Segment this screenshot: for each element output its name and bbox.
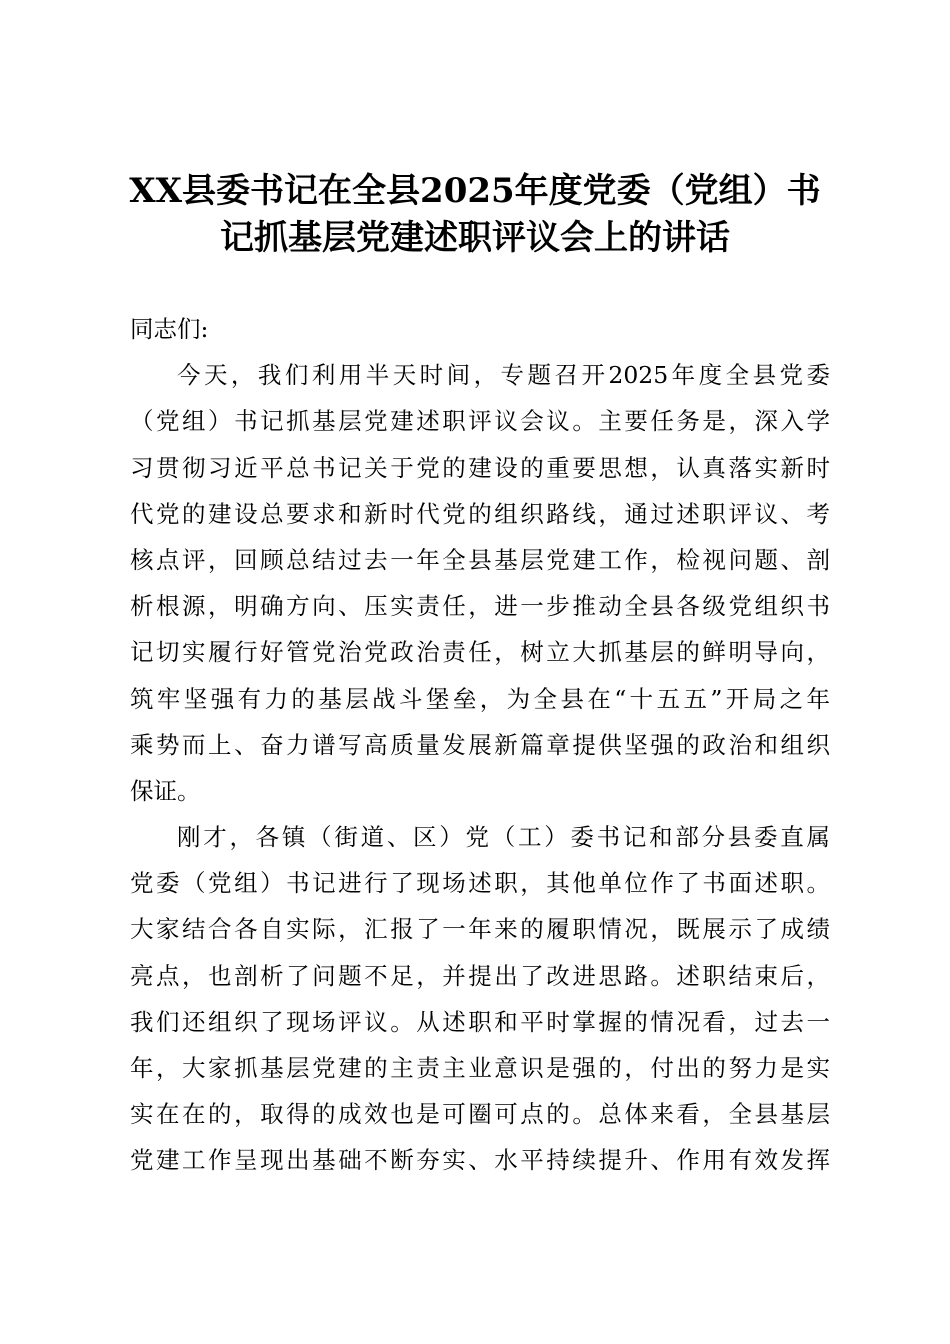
paragraph-line: 乘势而上、奋力谱写高质量发展新篇章提供坚强的政治和组织	[130, 730, 830, 759]
paragraph-line: 我们还组织了现场评议。从述职和平时掌握的情况看，过去一	[130, 1007, 830, 1036]
title-line-1: XX县委书记在全县2025年度党委（党组）书	[129, 171, 821, 211]
paragraph-line: 刚才，各镇（街道、区）党（工）委书记和部分县委直属	[177, 823, 830, 852]
paragraph	[130, 352, 830, 814]
paragraph-line: 核点评，回顾总结过去一年全县基层党建工作，检视问题、剖	[130, 545, 830, 574]
paragraph-line: 记切实履行好管党治党政治责任，树立大抓基层的鲜明导向，	[130, 638, 830, 667]
paragraph-line: 实在在的，取得的成效也是可圈可点的。总体来看，全县基层	[130, 1100, 830, 1129]
paragraph-line: 保证。	[130, 776, 201, 805]
paragraph-line: 筑牢坚强有力的基层战斗堡垒，为全县在“十五五”开局之年	[130, 684, 830, 713]
paragraph-line: 习贯彻习近平总书记关于党的建设的重要思想，认真落实新时	[130, 453, 830, 482]
paragraph-line: （党组）书记抓基层党建述职评议会议。主要任务是，深入学	[130, 407, 830, 436]
paragraph-line: 析根源，明确方向、压实责任，进一步推动全县各级党组织书	[130, 592, 830, 621]
document-body	[130, 306, 830, 1184]
paragraph-line: 党委（党组）书记进行了现场述职，其他单位作了书面述职。	[130, 869, 830, 898]
paragraph-line: 代党的建设总要求和新时代党的组织路线，通过述职评议、考	[130, 499, 830, 528]
paragraph-line: 亮点，也剖析了问题不足，并提出了改进思路。述职结束后，	[130, 961, 830, 990]
paragraph-line: 今天，我们利用半天时间，专题召开2025年度全县党委	[177, 361, 830, 390]
paragraph-line: 年，大家抓基层党建的主责主业意识是强的，付出的努力是实	[130, 1054, 830, 1082]
greeting: 同志们:	[130, 315, 209, 343]
paragraph	[130, 814, 830, 1184]
document-title	[0, 168, 950, 262]
title-line-2: 记抓基层党建述职评议会上的讲话	[220, 218, 730, 258]
paragraph-line: 大家结合各自实际，汇报了一年来的履职情况，既展示了成绩	[130, 915, 830, 944]
paragraph-line: 党建工作呈现出基础不断夯实、水平持续提升、作用有效发挥	[130, 1146, 830, 1175]
paragraphs	[130, 352, 830, 1183]
